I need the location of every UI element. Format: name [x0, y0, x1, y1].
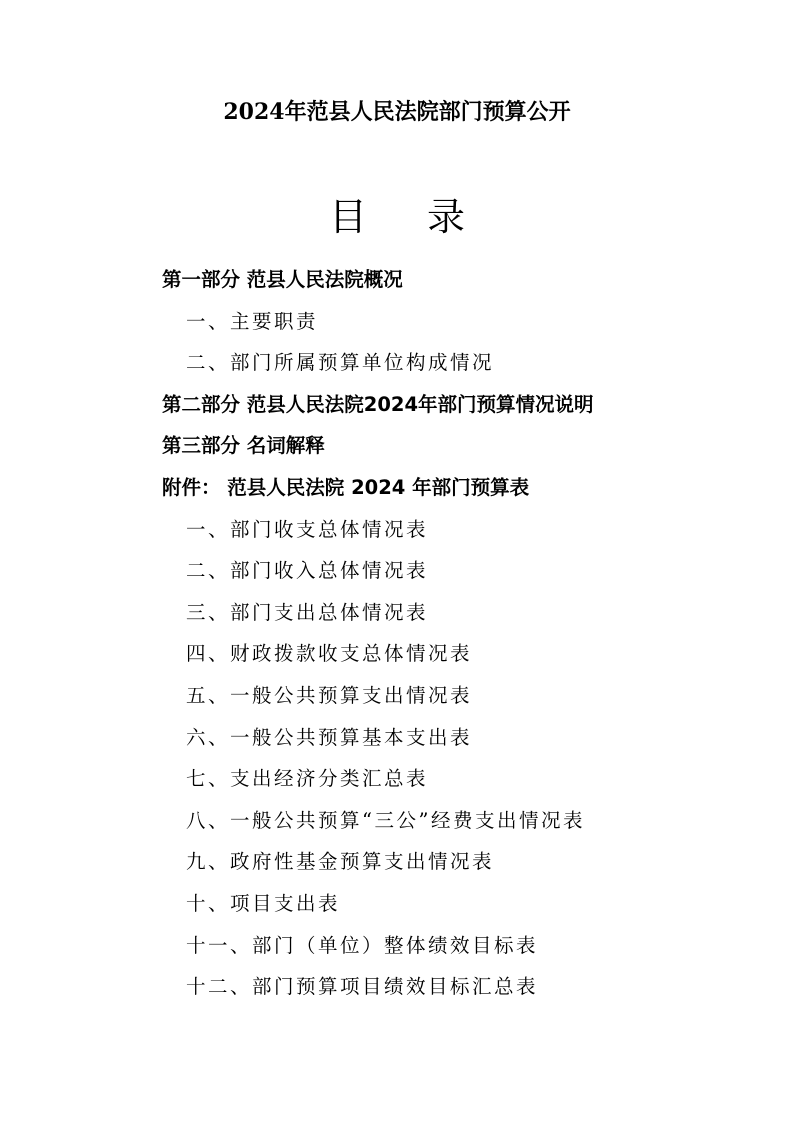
toc-part-1: 第一部分 范县人民法院概况 — [162, 268, 403, 291]
toc-table-4: 四、财政拨款收支总体情况表 — [186, 642, 473, 666]
toc-table-5: 五、一般公共预算支出情况表 — [186, 683, 473, 707]
toc-item-unit-composition: 二、部门所属预算单位构成情况 — [186, 351, 495, 375]
toc-table-9: 九、政府性基金预算支出情况表 — [186, 850, 495, 874]
toc-table-3: 三、部门支出总体情况表 — [186, 600, 429, 624]
toc-table-11: 十一、部门（单位）整体绩效目标表 — [186, 933, 539, 957]
toc-table-2: 二、部门收入总体情况表 — [186, 559, 429, 583]
toc-table-6: 六、一般公共预算基本支出表 — [186, 725, 473, 749]
toc-item-main-duties: 一、主要职责 — [186, 309, 319, 333]
toc-part-2: 第二部分 范县人民法院2024年部门预算情况说明 — [162, 392, 594, 416]
toc-table-7: 七、支出经济分类汇总表 — [186, 767, 429, 791]
table-of-contents — [0, 259, 794, 1008]
toc-part-3: 第三部分 名词解释 — [162, 434, 325, 458]
toc-table-12: 十二、部门预算项目绩效目标汇总表 — [186, 975, 539, 999]
toc-table-1: 一、部门收支总体情况表 — [186, 517, 429, 541]
toc-appendix: 附件： 范县人民法院 2024 年部门预算表 — [162, 475, 530, 499]
toc-table-10: 十、项目支出表 — [186, 891, 341, 915]
toc-table-8: 八、一般公共预算“三公”经费支出情况表 — [186, 808, 585, 832]
toc-heading: 目 录 — [328, 195, 490, 239]
document-title: 2024年范县人民法院部门预算公开 — [223, 99, 571, 125]
